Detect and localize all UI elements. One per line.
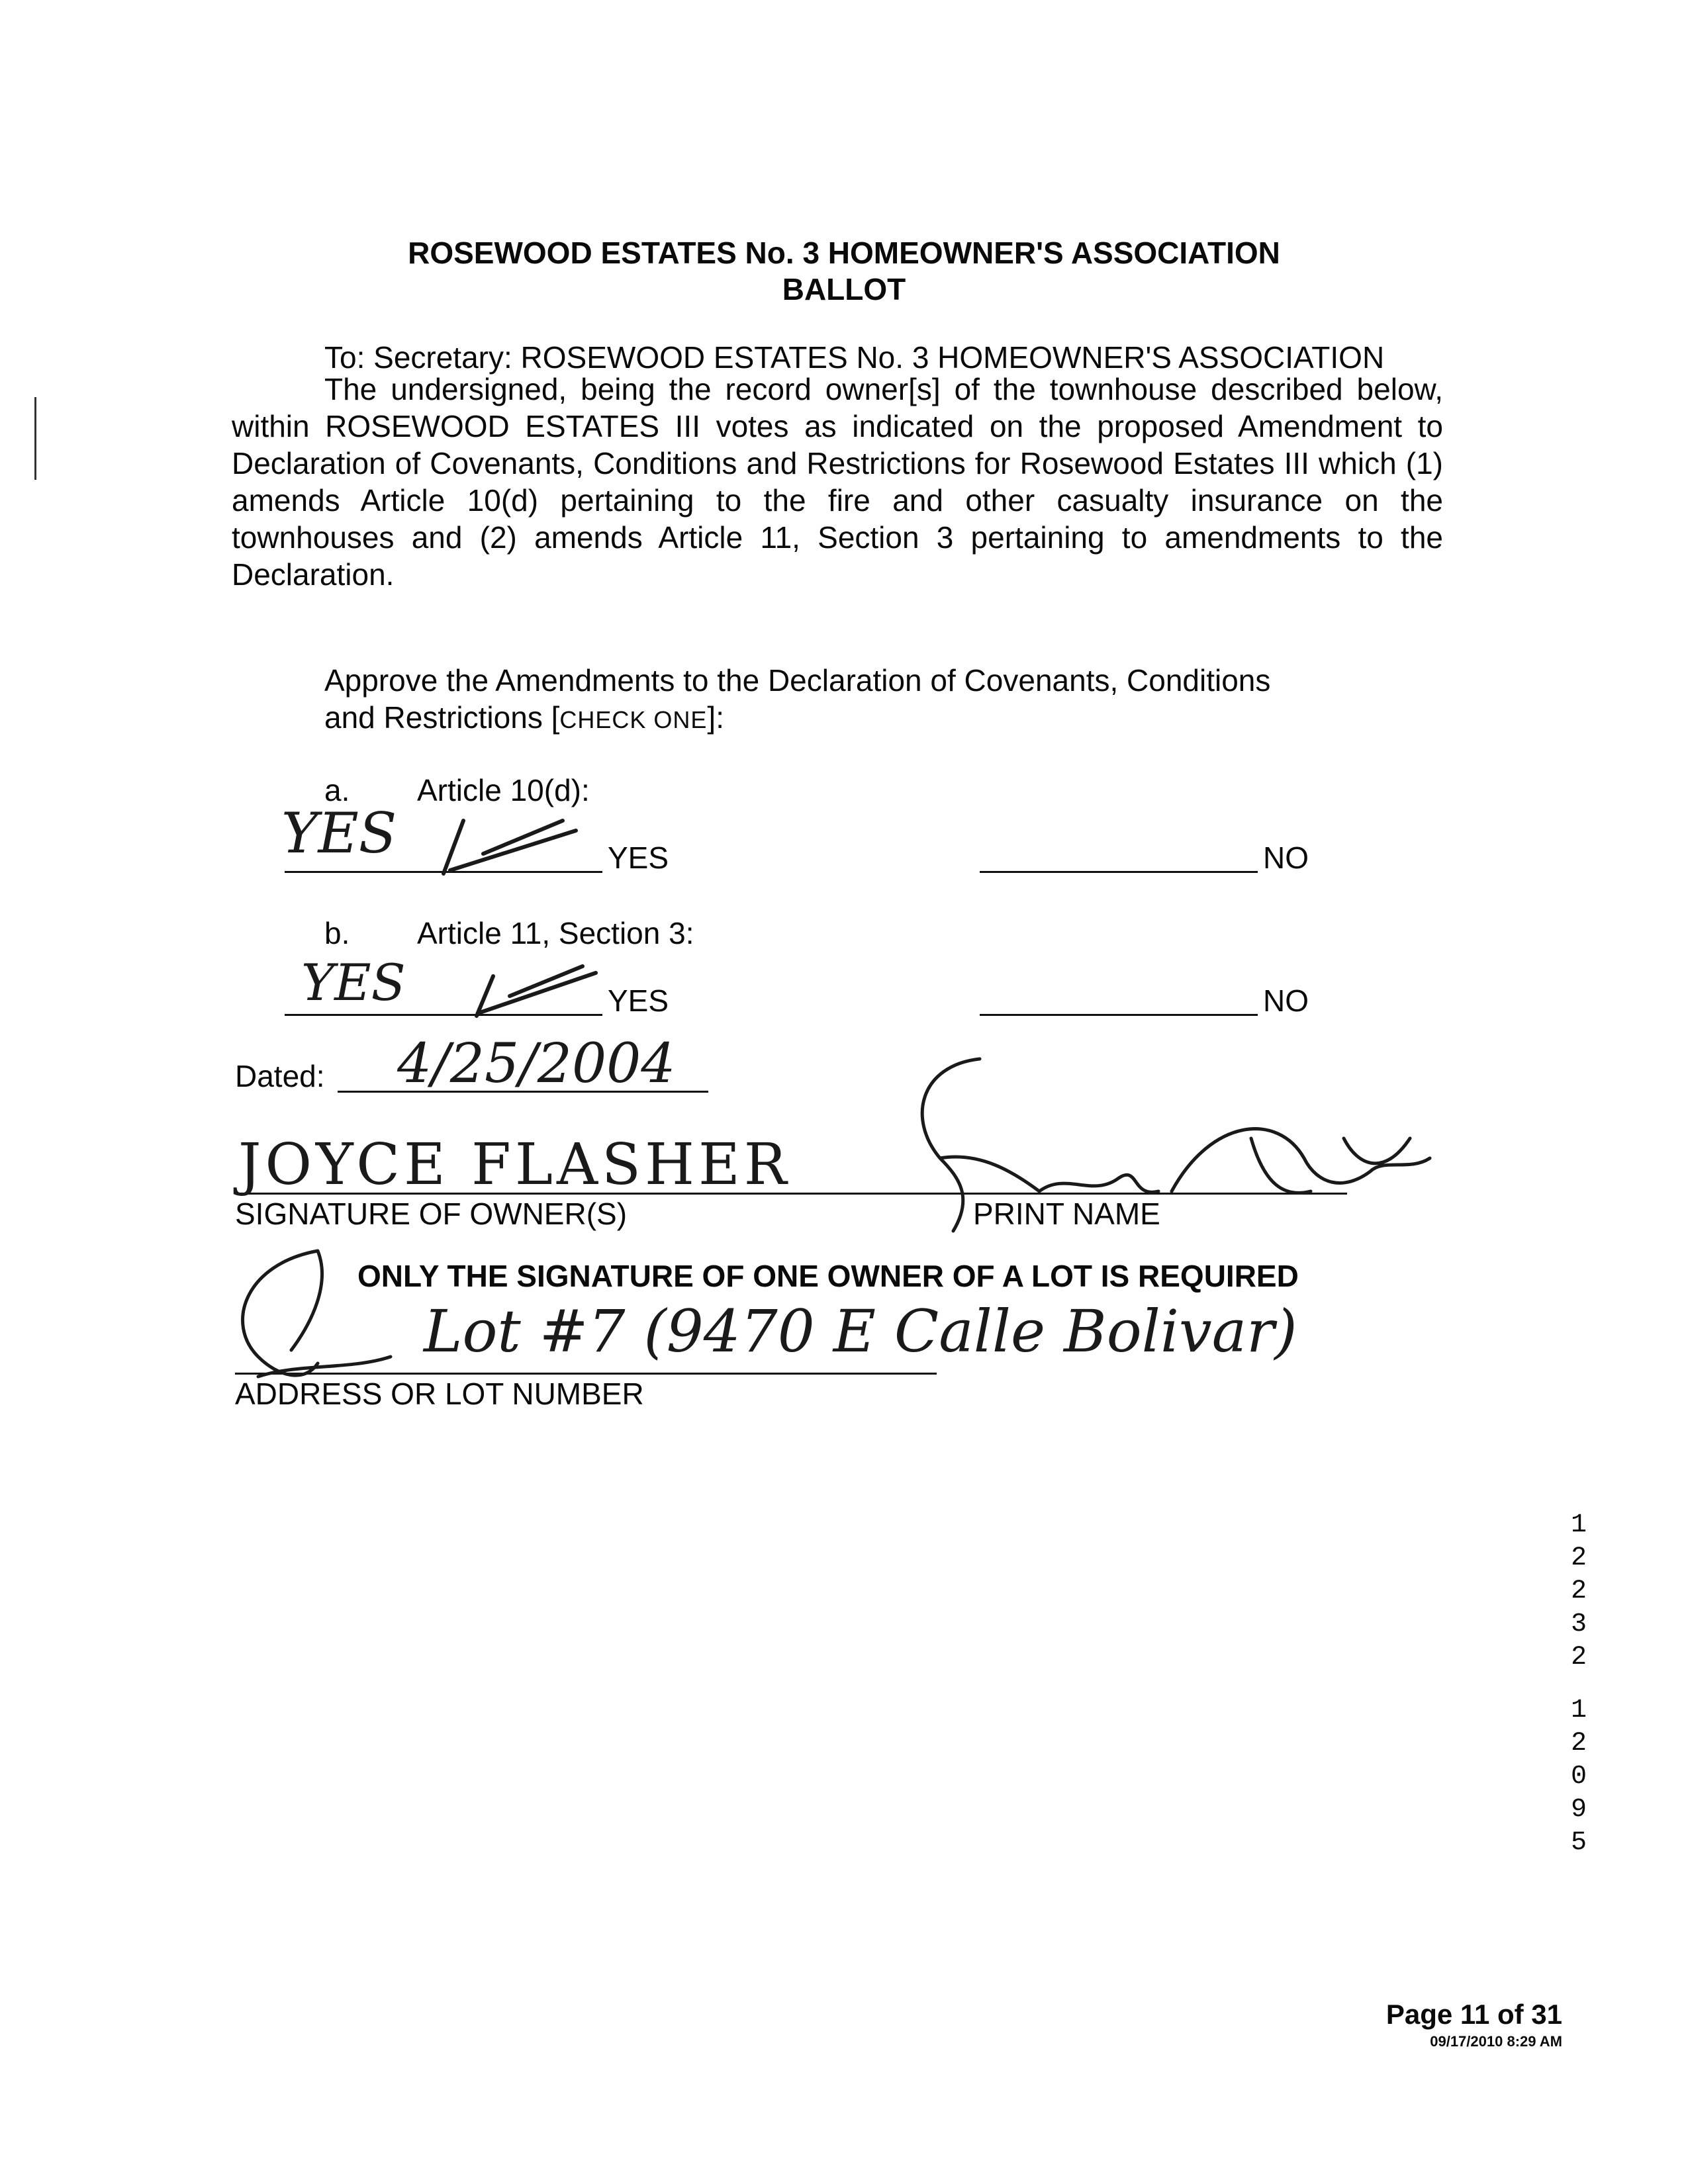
item-b-handwritten-yes: YES <box>301 953 406 1012</box>
item-a-yes-label: YES <box>608 841 669 875</box>
item-b-no-line[interactable] <box>980 1014 1258 1016</box>
stamp-column-2 <box>1566 1694 1592 1860</box>
stamp-digit: 5 <box>1570 1828 1587 1858</box>
print-name-value: JOYCE FLASHER <box>238 1132 791 1198</box>
item-b-letter: b. <box>324 916 350 950</box>
approve-suffix: ]: <box>707 700 724 735</box>
stamp-digit: 0 <box>1570 1762 1587 1792</box>
ballot-title: ROSEWOOD ESTATES No. 3 HOMEOWNER'S ASSOCIATION <box>408 236 1280 270</box>
stamp-column-1 <box>1566 1509 1592 1674</box>
stamp-digit: 3 <box>1570 1610 1587 1639</box>
address-label: ADDRESS OR LOT NUMBER <box>235 1377 644 1411</box>
stamp-digit: 9 <box>1570 1795 1587 1825</box>
print-name-label: PRINT NAME <box>973 1197 1160 1231</box>
footer-timestamp: 09/17/2010 8:29 AM <box>1430 2033 1562 2050</box>
stamp-digit: 2 <box>1570 1729 1587 1758</box>
approve-line-2 <box>324 699 724 739</box>
paragraph-text: The undersigned, being the record owner[s] of the townhouse described below, within ROSEWOOD ESTATES III votes as indicated on the proposed Amendment to Declaration of Covenants, Conditions and Restrictions for Rosewood Estates III which (1) amends Article 10(d) pertaining to the fire and other casualty insurance on the townhouses and (2) amends Article 11, Section 3 pertaining to amendments to the Declaration. <box>232 372 1443 592</box>
stamp-digit: 1 <box>1570 1510 1587 1540</box>
address-value: Lot #7 (9470 E Calle Bolivar) <box>424 1297 1297 1365</box>
item-a-label: Article 10(d): <box>417 773 590 807</box>
owner-signature <box>880 1039 1450 1238</box>
stamp-digit: 2 <box>1570 1543 1587 1573</box>
item-b-yes-label: YES <box>608 983 669 1018</box>
item-a-no-line[interactable] <box>980 871 1258 873</box>
ballot-paragraph <box>232 371 1443 593</box>
stamp-digit: 2 <box>1570 1576 1587 1606</box>
item-a-handwritten-yes: YES <box>281 801 397 866</box>
item-b-no-label: NO <box>1263 983 1309 1018</box>
item-b-check-mark <box>463 956 609 1023</box>
to-line: To: Secretary: ROSEWOOD ESTATES No. 3 HOMEOWNER'S ASSOCIATION <box>324 340 1385 375</box>
approve-prefix: and Restrictions [ <box>324 700 560 735</box>
check-one-label: CHECK ONE <box>559 706 708 733</box>
stamp-digit: 2 <box>1570 1643 1587 1672</box>
stamp-digit: 1 <box>1570 1696 1587 1725</box>
item-a-check-mark <box>424 807 596 880</box>
one-owner-notice: ONLY THE SIGNATURE OF ONE OWNER OF A LOT IS REQUIRED <box>357 1259 1299 1293</box>
page-number: Page 11 of 31 <box>1385 1999 1562 2030</box>
signature-label: SIGNATURE OF OWNER(S) <box>235 1197 628 1231</box>
dated-value: 4/25/2004 <box>397 1032 676 1095</box>
item-a-no-label: NO <box>1263 841 1309 875</box>
scan-margin-mark <box>34 397 36 480</box>
item-a-letter: a. <box>324 773 350 807</box>
dated-label: Dated: <box>235 1059 325 1093</box>
approve-line-1: Approve the Amendments to the Declaration of Covenants, Conditions <box>324 663 1271 698</box>
ballot-subtitle: BALLOT <box>782 272 906 306</box>
item-b-label: Article 11, Section 3: <box>417 916 694 950</box>
